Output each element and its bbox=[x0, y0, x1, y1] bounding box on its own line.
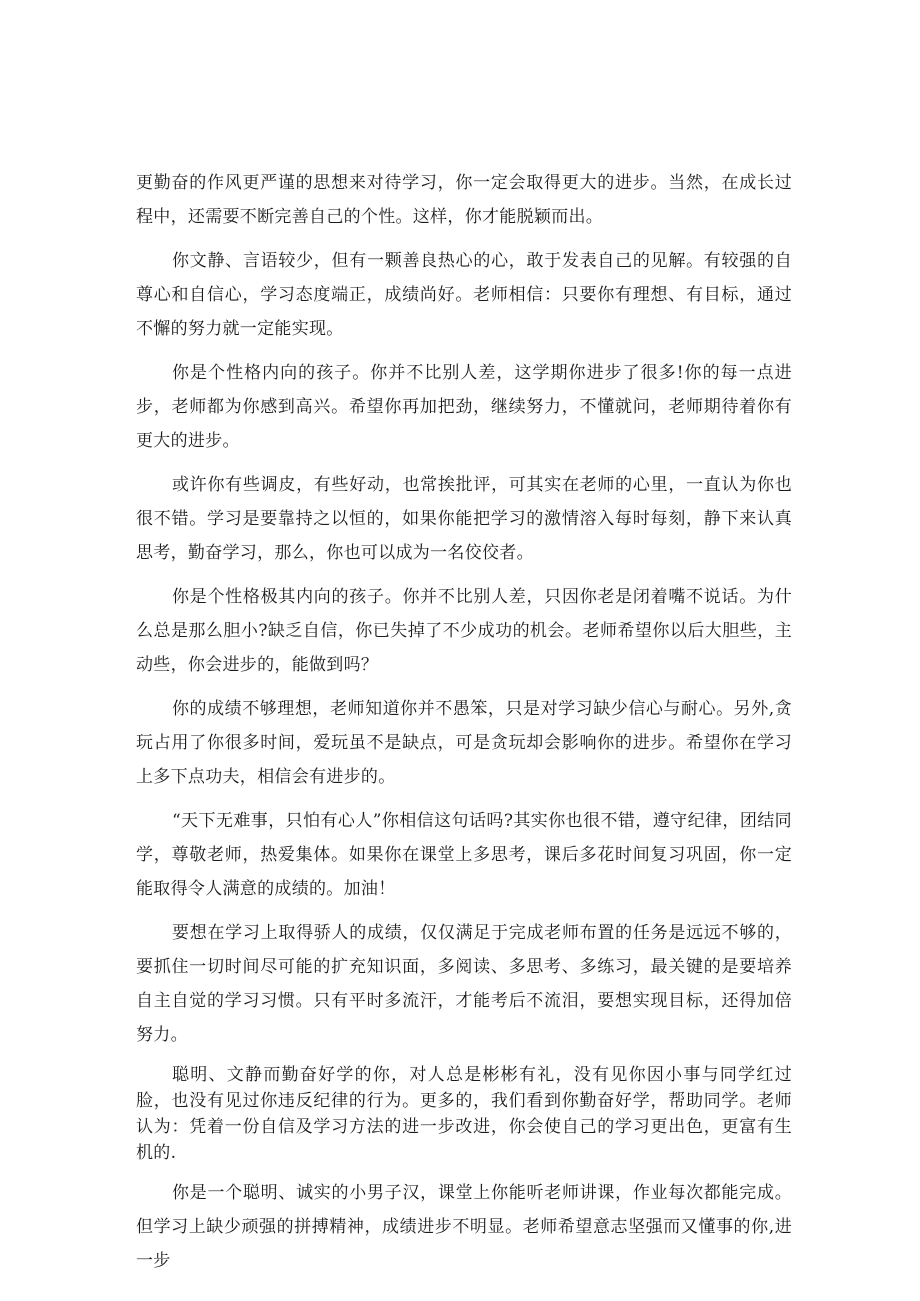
paragraph-6: 你的成绩不够理想，老师知道你并不愚笨，只是对学习缺少信心与耐心。另外,贪玩占用了你很多时间，爱玩虽不是缺点，可是贪玩却会影响你的进步。希望你在学习上多下点功夫，相信会有进步的。 bbox=[136, 699, 792, 787]
paragraph-10: 你是一个聪明、诚实的小男子汉，课堂上你能听老师讲课，作业每次都能完成。但学习上缺少顽强的拼搏精神，成绩进步不明显。老师希望意志坚强而又懂事的你,进一步 bbox=[136, 1183, 792, 1271]
document-body bbox=[136, 166, 792, 1288]
paragraph-8: 要想在学习上取得骄人的成绩，仅仅满足于完成老师布置的任务是远远不够的，要抓住一切时间尽可能的扩充知识面，多阅读、多思考、多练习，最关键的是要培养自主自觉的学习习惯。只有平时多流汗，才能考后不流泪，要想实现目标，还得加倍努力。 bbox=[136, 923, 792, 1045]
paragraph-7: “天下无难事，只怕有心人”你相信这句话吗?其实你也很不错，遵守纪律，团结同学，尊敬老师，热爱集体。如果你在课堂上多思考，课后多花时间复习巩固，你一定能取得令人满意的成绩的。加油！ bbox=[136, 811, 792, 899]
paragraph-4: 或许你有些调皮，有些好动，也常挨批评，可其实在老师的心里，一直认为你也很不错。学习是要靠持之以恒的，如果你能把学习的激情溶入每时每刻，静下来认真思考，勤奋学习，那么，你也可以成为一名佼佼者。 bbox=[136, 475, 792, 563]
paragraph-5: 你是个性格极其内向的孩子。你并不比别人差，只因你老是闭着嘴不说话。为什么总是那么胆小?缺乏自信，你已失掉了不少成功的机会。老师希望你以后大胆些，主动些，你会进步的，能做到吗？ bbox=[136, 587, 792, 675]
paragraph-1: 更勤奋的作风更严谨的思想来对待学习，你一定会取得更大的进步。当然，在成长过程中，还需要不断完善自己的个性。这样，你才能脱颖而出。 bbox=[136, 173, 792, 227]
paragraph-2: 你文静、言语较少，但有一颗善良热心的心，敢于发表自己的见解。有较强的自尊心和自信心，学习态度端正，成绩尚好。老师相信：只要你有理想、有目标，通过不懈的努力就一定能实现。 bbox=[136, 251, 792, 339]
paragraph-9: 聪明、文静而勤奋好学的你，对人总是彬彬有礼，没有见你因小事与同学红过脸，也没有见过你违反纪律的行为。更多的，我们看到你勤奋好学，帮助同学。老师认为：凭着一份自信及学习方法的进一步改进，你会使自己的学习更出色，更富有生机的. bbox=[136, 1065, 792, 1163]
paragraph-3: 你是个性格内向的孩子。你并不比别人差，这学期你进步了很多!你的每一点进步，老师都为你感到高兴。希望你再加把劲，继续努力，不懂就问，老师期待着你有更大的进步。 bbox=[136, 363, 792, 451]
